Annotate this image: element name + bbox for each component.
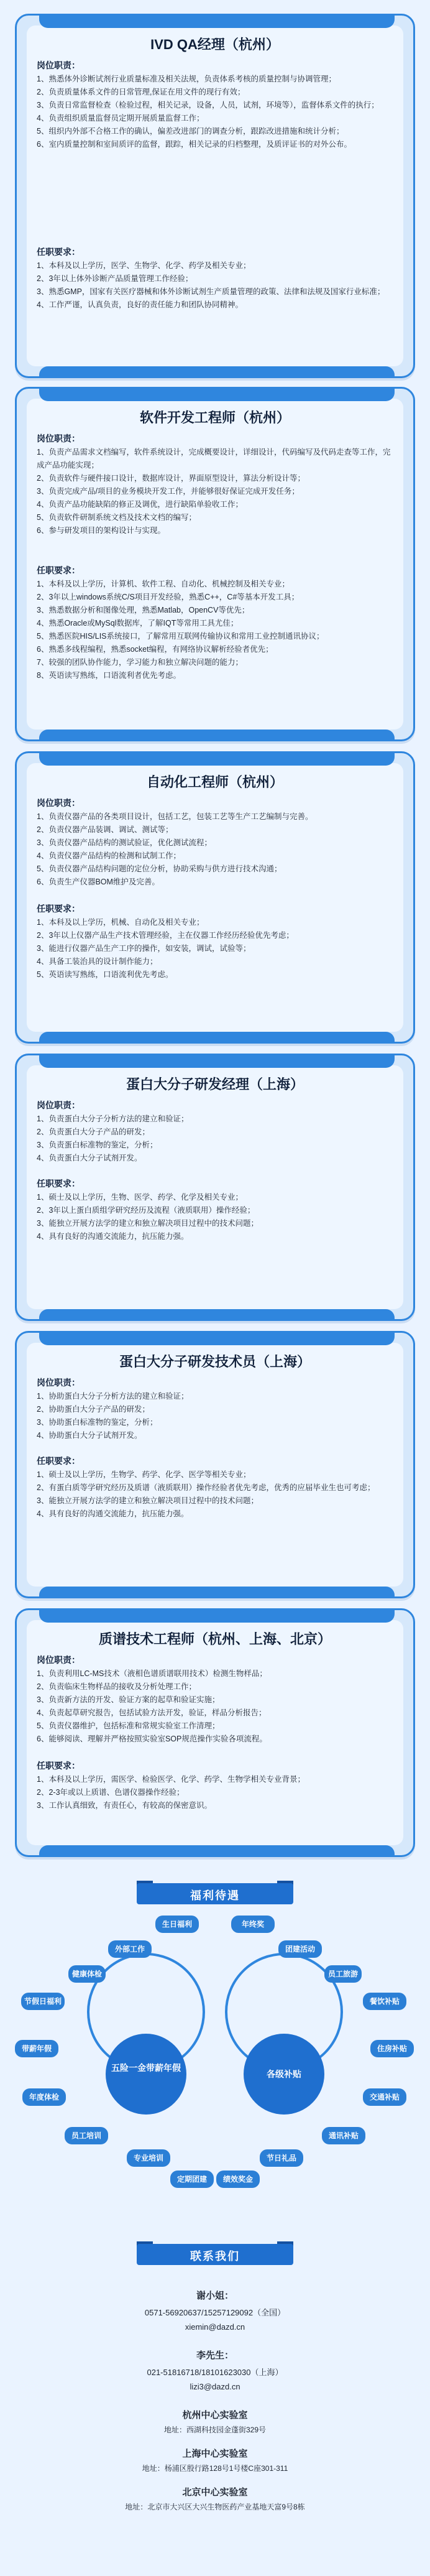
list-item: 3、熟悉数据分析和图像处理，熟悉Matlab，OpenCV等优先；: [37, 606, 250, 614]
list-item: 3、协助蛋白标准物的鉴定，分析；: [37, 1418, 158, 1427]
duties-list: [37, 446, 395, 537]
list-item: 4、具备工装治具的设计制作能力；: [37, 957, 158, 966]
list-item: 1、负责产品需求文档编写，软件系统设计，完成概要设计，详细设计，代码编写及代码走查等工作，完成产品功能实现；: [37, 448, 391, 470]
card-bottom-ribbon: [39, 1845, 395, 1855]
list-item: 3、负责新方法的开发、验证方案的起草和验证实施；: [37, 1695, 220, 1704]
duties-list: [37, 1390, 395, 1442]
card-bottom-ribbon: [39, 1032, 395, 1042]
contact-person1-phone[interactable]: 0571-56920637/15257129092（全国）: [144, 2308, 286, 2317]
benefit-l: 通讯补贴: [322, 2127, 365, 2144]
benefit-e: 外部工作: [108, 1940, 152, 1958]
duties-label: 岗位职责：: [37, 798, 80, 808]
list-item: 4、具有良好的沟通交流能力，抗压能力强。: [37, 1232, 189, 1241]
job-title: IVD QA经理（杭州）: [150, 37, 280, 52]
list-item: 1、负责蛋白大分子分析方法的建立和验证；: [37, 1114, 189, 1123]
list-item: 3、负责完成产品/项目的业务模块开发工作，并能够很好保证完成开发任务；: [37, 487, 300, 496]
card-top-ribbon: [39, 753, 395, 766]
benefit-k: 交通补贴: [363, 2088, 406, 2106]
job-title: 自动化工程师（杭州）: [146, 774, 283, 790]
requirements-label: 任职要求：: [37, 1456, 80, 1466]
list-item: 3、能独立开展方法学的建立和独立解决项目过程中的技术问题；: [37, 1219, 258, 1228]
requirements-list: [37, 916, 395, 981]
welfare-title: 福利待遇: [190, 1889, 240, 1902]
list-item: 3、负责蛋白标准物的鉴定，分析；: [37, 1141, 158, 1149]
job-title: 蛋白大分子研发经理（上海）: [126, 1077, 304, 1092]
lab-beijing-address: 地址：北京市大兴区大兴生物医药产业基地天富9号8栋: [125, 2503, 305, 2511]
list-item: 2、有蛋白质等学研究经历及质谱（液质联用）操作经验者优先考虑，优秀的应届毕业生也可考虑；: [37, 1483, 375, 1492]
card-top-ribbon: [39, 16, 395, 28]
requirements-list: [37, 578, 395, 682]
job-card-panel: [27, 1065, 403, 1309]
list-item: 1、硕士及以上学历，生物、医学、药学、化学及相关专业；: [37, 1193, 243, 1202]
list-item: 1、负责利用LC-MS技术（液相色谱质谱联用技术）检测生物样品；: [37, 1669, 267, 1678]
benefit-d: 员工培训: [65, 2127, 108, 2144]
list-item: 7、较强的团队协作能力，学习能力和独立解决问题的能力；: [37, 658, 243, 667]
job-card-ivd-qa-manager: [15, 14, 415, 378]
benefit-f: 健康体检: [68, 1965, 106, 1983]
welfare-center-right-label: 各级补贴: [267, 2069, 301, 2079]
benefit-r: 年终奖: [231, 1916, 275, 1933]
list-item: 3、能独立开展方法学的建立和独立解决项目过程中的技术问题；: [37, 1496, 258, 1505]
benefit-q: 绩效奖金: [216, 2171, 260, 2188]
list-item: 2、2-3年或以上质谱、色谱仪器操作经验；: [37, 1788, 185, 1797]
job-card-protein-rd-technician: [15, 1331, 415, 1598]
list-item: 2、负责软件与硬件接口设计，数据库设计，界面原型设计，算法分析设计等；: [37, 474, 305, 483]
list-item: 3、负责日常监督检查（检验过程，相关记录，设备，人员，试剂，环境等），监督体系文件的执行；: [37, 101, 379, 109]
contact-person1-name: 谢小姐：: [196, 2291, 234, 2301]
lab-hangzhou-address: 地址：西湖科技园金蓬街329号: [163, 2425, 267, 2434]
requirements-label: 任职要求：: [37, 1761, 80, 1771]
list-item: 5、负责软件研制系统文档及技术文档的编写；: [37, 513, 196, 522]
list-item: 1、协助蛋白大分子分析方法的建立和验证；: [37, 1392, 189, 1401]
list-item: 3、工作认真细致，有责任心，有较高的保密意识。: [37, 1801, 212, 1810]
welfare-center-left: [106, 2034, 186, 2115]
list-item: 5、英语读写熟练，口语流利优先考虑。: [37, 970, 173, 979]
list-item: 4、负责仪器产品结构的检测和试制工作；: [37, 851, 181, 860]
contact-person2-email[interactable]: lizi3@dazd.cn: [190, 2382, 240, 2391]
card-top-ribbon: [39, 1055, 395, 1068]
job-card-automation-engineer: [15, 751, 415, 1044]
list-item: 6、室内质量控制和室间质评的监督，跟踪，相关记录的归档整理，及质评证书的对外公布。: [37, 140, 352, 149]
list-item: 4、负责起草研究报告，包括试验方法开发，验证，样品分析报告；: [37, 1708, 267, 1717]
list-item: 5、负责仪器产品结构问题的定位分析，协助采购与供方进行技术沟通；: [37, 864, 282, 873]
list-item: 4、工作严谨，认真负责，良好的责任能力和团队协同精神。: [37, 300, 243, 309]
requirements-label: 任职要求：: [37, 247, 80, 257]
contact-banner: [137, 2239, 293, 2268]
list-item: 4、负责组织质量监督员定期开展质量监督工作；: [37, 114, 204, 123]
benefit-c: 年度体检: [22, 2088, 66, 2106]
list-item: 2、协助蛋白大分子产品的研发；: [37, 1405, 150, 1414]
duties-label: 岗位职责：: [37, 1378, 80, 1388]
job-card-panel: [27, 1343, 403, 1587]
benefit-n: 员工旅游: [324, 1965, 362, 1983]
list-item: 6、熟悉多线程编程，熟悉socket编程，有网络协议解析经验者优先；: [37, 645, 273, 654]
list-item: 1、本科及以上学历，机械、自动化及相关专业；: [37, 918, 204, 927]
contact-person2-name: 李先生：: [196, 2350, 234, 2361]
duties-label: 岗位职责：: [37, 433, 80, 443]
card-bottom-ribbon: [39, 1587, 395, 1596]
lab-beijing-name: 北京中心实验室: [182, 2487, 248, 2498]
list-item: 1、本科及以上学历，医学、生物学、化学、药学及相关专业；: [37, 261, 251, 270]
requirements-label: 任职要求：: [37, 565, 80, 575]
benefit-a: 节假日福利: [21, 1993, 65, 2010]
contact-title: 联系我们: [190, 2250, 240, 2263]
lab-hangzhou-name: 杭州中心实验室: [182, 2410, 248, 2421]
list-item: 6、参与研发项目的架构设计与实现。: [37, 526, 165, 535]
card-top-ribbon: [39, 389, 395, 401]
requirements-list: [37, 259, 395, 312]
list-item: 1、硕士及以上学历，生物学、药学、化学、医学等相关专业；: [37, 1470, 251, 1479]
list-item: 2、3年以上蛋白质组学研究经历及流程（液质联用）操作经验；: [37, 1206, 255, 1215]
job-card-mass-spec-engineer: [15, 1608, 415, 1857]
list-item: 4、负责产品功能缺陷的修正及调优，进行缺陷单验收工作；: [37, 500, 243, 509]
list-item: 2、负责质量体系文件的日常管理,保证在用文件的现行有效；: [37, 88, 245, 96]
duties-list: [37, 810, 395, 889]
card-bottom-ribbon: [39, 730, 395, 739]
requirements-list: [37, 1468, 395, 1521]
list-item: 3、能进行仪器产品生产工序的操作，如安装，调试，试验等；: [37, 944, 251, 953]
list-item: 6、能够阅读、理解并严格按照实验室SOP规范操作实验各项流程。: [37, 1735, 267, 1743]
duties-label: 岗位职责：: [37, 60, 80, 70]
list-item: 2、负责临床生物样品的接收及分析处理工作；: [37, 1682, 196, 1691]
requirements-list: [37, 1191, 395, 1243]
list-item: 8、英语读写熟练，口语流利者优先考虑。: [37, 671, 181, 680]
requirements-label: 任职要求：: [37, 1179, 80, 1188]
duties-list: [37, 1667, 395, 1746]
welfare-center-left-label: 五险一金带薪年假: [111, 2063, 181, 2073]
lab-shanghai-name: 上海中心实验室: [182, 2449, 248, 2459]
card-top-ribbon: [39, 1333, 395, 1345]
card-bottom-ribbon: [39, 1309, 395, 1319]
list-item: 5、组织内外部不合格工作的确认，偏差改进部门的调查分析，跟踪改进措施和统计分析；: [37, 127, 344, 136]
requirements-label: 任职要求：: [37, 904, 80, 914]
list-item: 4、熟悉Oracle或MySql数据库，了解IQT等常用工具尤佳；: [37, 619, 239, 628]
duties-list: [37, 73, 395, 151]
benefit-i: 餐饮补贴: [363, 1993, 406, 2010]
duties-label: 岗位职责：: [37, 1100, 80, 1110]
benefit-b: 带薪年假: [15, 2040, 58, 2057]
welfare-center-right: [244, 2034, 324, 2115]
list-item: 1、本科及以上学历，需医学、检验医学、化学、药学、生物学相关专业背景；: [37, 1775, 305, 1784]
list-item: 6、负责生产仪器BOM维护及完善。: [37, 878, 160, 886]
list-item: 4、协助蛋白大分子试剂开发。: [37, 1431, 142, 1440]
list-item: 1、负责仪器产品的各类项目设计，包括工艺，包装工艺等生产工艺编制与完善。: [37, 812, 313, 821]
list-item: 3、负责仪器产品结构的测试验证，优化测试流程；: [37, 838, 212, 847]
job-card-panel: [27, 763, 403, 1032]
list-item: 5、负责仪器维护，包括标准和常规实验室工作清理；: [37, 1721, 220, 1730]
duties-list: [37, 1113, 395, 1165]
job-title: 软件开发工程师（杭州）: [139, 410, 290, 425]
job-card-protein-rd-manager: [15, 1054, 415, 1321]
requirements-list: [37, 1773, 395, 1812]
lab-shanghai-address: 地址：杨浦区殷行路128号1号楼C座301-311: [142, 2464, 288, 2473]
benefit-j: 住房补贴: [370, 2040, 414, 2057]
job-title: 蛋白大分子研发技术员（上海）: [119, 1354, 311, 1369]
list-item: 2、3年以上仪器产品生产技术管理经验，主在仪器工作经历经验优先考虑；: [37, 931, 294, 940]
list-item: 2、3年以上体外诊断产品质量管理工作经验；: [37, 274, 193, 283]
benefit-g: 专业培训: [127, 2149, 170, 2167]
job-card-software-engineer: [15, 387, 415, 741]
benefit-o: 节日礼品: [260, 2149, 303, 2167]
list-item: 2、负责蛋白大分子产品的研发；: [37, 1128, 150, 1136]
list-item: 2、负责仪器产品装调、调试、测试等；: [37, 825, 173, 834]
welfare-banner: [137, 1878, 293, 1907]
list-item: 5、熟悉医院HIS/LIS系统接口，了解常用互联网传输协议和常用工业控制通讯协议；: [37, 632, 324, 641]
card-bottom-ribbon: [39, 366, 395, 376]
list-item: 3、熟悉GMP，国家有关医疗器械和体外诊断试剂生产质量管理的政策、法律和法规及国家行业标准；: [37, 287, 385, 296]
list-item: 4、具有良好的沟通交流能力，抗压能力强。: [37, 1509, 189, 1518]
list-item: 2、3年以上windows系统C/S项目开发经验，熟悉C++，C#等基本开发工具；: [37, 593, 300, 601]
benefit-m: 团建活动: [278, 1940, 322, 1958]
duties-label: 岗位职责：: [37, 1655, 80, 1665]
job-title: 质谱技术工程师（杭州、上海、北京）: [98, 1631, 331, 1647]
list-item: 1、本科及以上学历，计算机、软件工程、自动化、机械控制及相关专业；: [37, 580, 290, 588]
list-item: 4、负责蛋白大分子试剂开发。: [37, 1154, 142, 1162]
benefit-h: 定期团建: [170, 2171, 214, 2188]
benefit-p: 生日福利: [155, 1916, 199, 1933]
contact-person1-email[interactable]: xiemin@dazd.cn: [185, 2322, 245, 2332]
welfare-section: [15, 1878, 415, 2214]
contact-person2-phone[interactable]: 021-51816718/18101623030（上海）: [147, 2368, 283, 2377]
list-item: 1、熟悉体外诊断试剂行业质量标准及相关法规，负责体系考核的质量控制与协调管理；: [37, 75, 336, 83]
card-top-ribbon: [39, 1610, 395, 1623]
